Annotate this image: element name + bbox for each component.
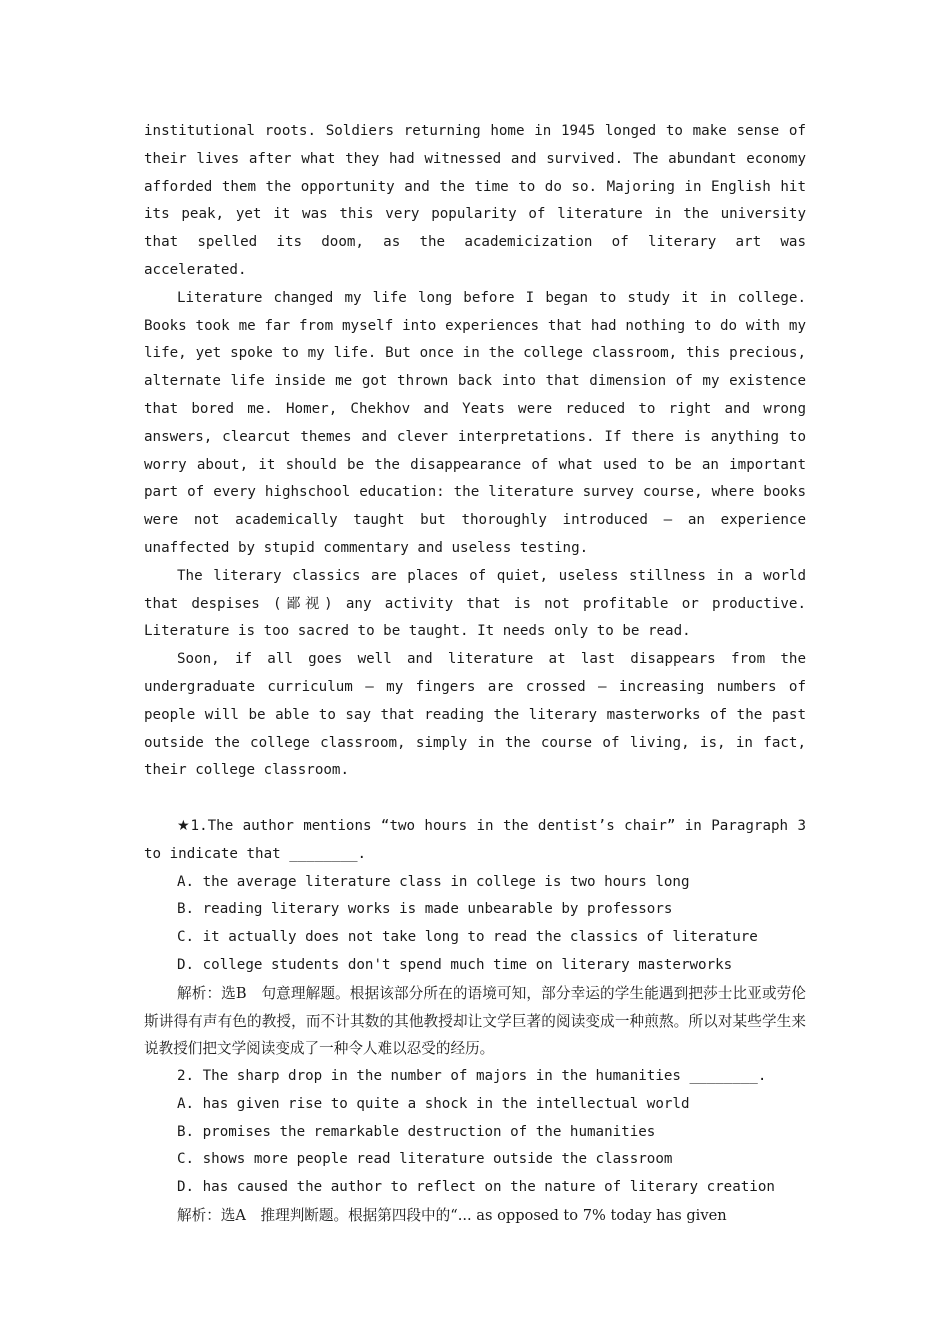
section-gap [144,785,806,813]
question-stem-text: 1.The author mentions “two hours in the dentist’s chair” in Paragraph 3 to indicate that ________. [144,817,806,862]
option-c: C. it actually does not take long to read the classics of literature [177,929,758,946]
star-icon: ★ [177,817,191,834]
passage-paragraph-3: The literary classics are places of quiet, useless stillness in a world that despises (鄙视) any activity that is not profitable or productive. Literature is too sacred to be taught. It needs only to be read. [144,567,806,640]
option-b: B. promises the remarkable destruction of the humanities [177,1123,656,1140]
option-b: B. reading literary works is made unbearable by professors [177,901,673,918]
passage-paragraph-2: Literature changed my life long before I began to study it in college. Books took me far from myself into experiences that had nothing to do with my life, yet spoke to my life. But once in the college classroom, this precious, alternate life inside me got thrown back into that dimension of my existence that bored me. Homer, Chekhov and Yeats were reduced to right and wrong answers, clearcut themes and clever interpretations. If there is anything to worry about, it should be the disappearance of what used to be an important part of every highschool education: the literature survey course, where books were not academically taught but thoroughly introduced — an experience unaffected by stupid commentary and useless testing. [144,289,806,556]
question-2 [144,1063,806,1230]
question-stem [144,813,806,869]
question-1 [144,813,806,1063]
document-page [144,118,806,1230]
passage-paragraph-1: institutional roots. Soldiers returning home in 1945 longed to make sense of their lives after what they had witnessed and survived. The abundant economy afforded them the opportunity and the time to do so. Majoring in English hit its peak, yet it was this very popularity of literature in the university that spelled its doom, as the academicization of literary art was accelerated. [144,123,806,278]
option-a: A. the average literature class in college is two hours long [177,873,690,890]
passage-paragraph-4: Soon, if all goes well and literature at last disappears from the undergraduate curriculum — my fingers are crossed — increasing numbers of people will be able to say that reading the literary masterworks of the past outside the college classroom, simply in the course of living, is, in fact, their college classroom. [144,651,806,779]
option-d: D. has caused the author to reflect on the nature of literary creation [177,1179,775,1196]
option-a: A. has given rise to quite a shock in the intellectual world [177,1095,690,1112]
answer-explanation: 解析：选A 推理判断题。根据第四段中的“... as opposed to 7% today has given [177,1207,727,1225]
option-d: D. college students don't spend much time on literary masterworks [177,956,733,973]
answer-explanation: 解析：选B 句意理解题。根据该部分所在的语境可知，部分幸运的学生能遇到把莎士比亚或劳伦斯讲得有声有色的教授，而不计其数的其他教授却让文学巨著的阅读变成一种煎熬。所以对某些学生来说教授们把文学阅读变成了一种令人难以忍受的经历。 [144,984,806,1058]
option-c: C. shows more people read literature outside the classroom [177,1151,673,1168]
question-stem: 2. The sharp drop in the number of majors in the humanities ________. [177,1068,767,1085]
